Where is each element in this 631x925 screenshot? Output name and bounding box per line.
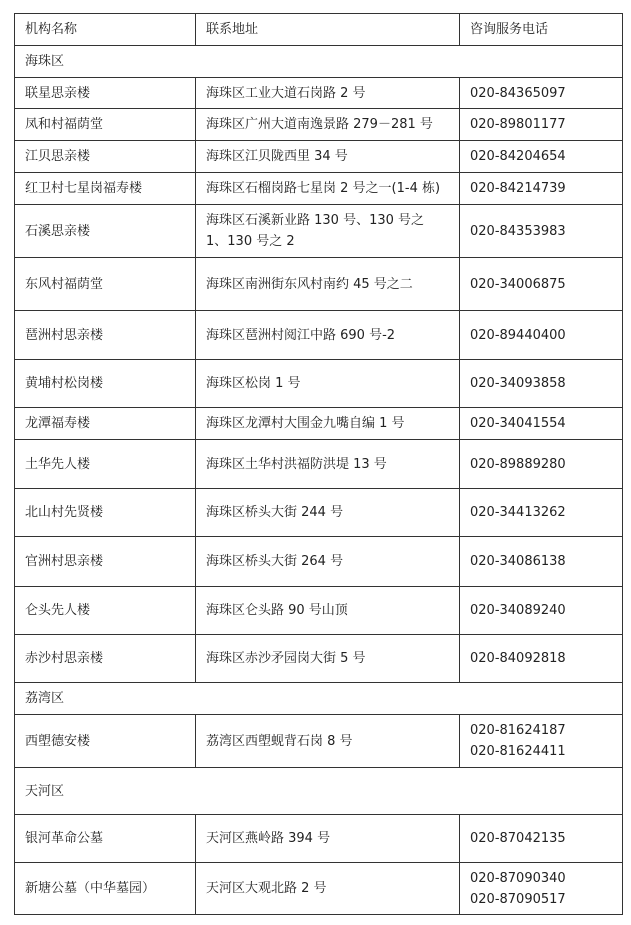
table-row <box>15 205 623 258</box>
phone-number: 020-84365097 <box>470 85 566 101</box>
table-row <box>15 258 623 311</box>
institution-name: 新塘公墓（中华墓园） <box>15 863 196 915</box>
table-row <box>15 489 623 537</box>
institution-name: 西塱德安楼 <box>15 715 196 768</box>
district-label: 天河区 <box>15 768 623 815</box>
table-row <box>15 537 623 587</box>
institution-name: 凤和村福荫堂 <box>15 109 196 141</box>
institution-address: 海珠区龙潭村大围金九嘴自编 1 号 <box>196 408 460 440</box>
district-label: 荔湾区 <box>15 683 623 715</box>
header-institution-name: 机构名称 <box>15 14 196 46</box>
institution-name: 土华先人楼 <box>15 440 196 489</box>
table-body <box>15 14 623 915</box>
institution-address: 天河区燕岭路 394 号 <box>196 815 460 863</box>
institution-phone <box>460 587 623 635</box>
institution-address: 海珠区赤沙矛园岗大街 5 号 <box>196 635 460 683</box>
district-row <box>15 683 623 715</box>
institution-phone <box>460 205 623 258</box>
phone-number: 020-81624411 <box>470 744 566 759</box>
header-address: 联系地址 <box>196 14 460 46</box>
institution-address: 海珠区土华村洪福防洪堤 13 号 <box>196 440 460 489</box>
institution-address: 海珠区仑头路 90 号山顶 <box>196 587 460 635</box>
phone-number: 020-81624187 <box>470 723 566 738</box>
phone-number: 020-87090517 <box>470 891 566 907</box>
funeral-institutions-table <box>14 13 623 915</box>
institution-phone <box>460 360 623 408</box>
institution-phone <box>460 715 623 768</box>
phone-number: 020-34086138 <box>470 554 566 569</box>
table-row <box>15 715 623 768</box>
table-row <box>15 408 623 440</box>
table-row <box>15 78 623 109</box>
institution-name: 龙潭福寿楼 <box>15 408 196 440</box>
table-row <box>15 173 623 205</box>
institution-address: 海珠区琶洲村阅江中路 690 号-2 <box>196 311 460 360</box>
institution-name: 琶洲村思亲楼 <box>15 311 196 360</box>
institution-phone <box>460 815 623 863</box>
institution-name: 北山村先贤楼 <box>15 489 196 537</box>
table-header-row <box>15 14 623 46</box>
institution-phone <box>460 78 623 109</box>
institution-name: 联星思亲楼 <box>15 78 196 109</box>
institution-phone <box>460 258 623 311</box>
institution-address: 海珠区松岗 1 号 <box>196 360 460 408</box>
institution-name: 红卫村七星岗福寿楼 <box>15 173 196 205</box>
institution-name: 石溪思亲楼 <box>15 205 196 258</box>
institution-address: 海珠区石榴岗路七星岗 2 号之一(1-4 栋) <box>196 173 460 205</box>
institution-address: 海珠区桥头大街 264 号 <box>196 537 460 587</box>
table-row <box>15 440 623 489</box>
institution-name: 赤沙村思亲楼 <box>15 635 196 683</box>
phone-number: 020-34006875 <box>470 276 566 292</box>
phone-number: 020-34413262 <box>470 505 566 520</box>
district-row <box>15 46 623 78</box>
phone-number: 020-87042135 <box>470 831 566 846</box>
institution-address: 荔湾区西塱蚬背石岗 8 号 <box>196 715 460 768</box>
table-row <box>15 109 623 141</box>
institution-address: 海珠区江贝陇西里 34 号 <box>196 141 460 173</box>
institution-phone <box>460 109 623 141</box>
institution-name: 银河革命公墓 <box>15 815 196 863</box>
phone-number: 020-84204654 <box>470 149 566 164</box>
phone-number: 020-89889280 <box>470 456 566 472</box>
institution-phone <box>460 440 623 489</box>
institution-phone <box>460 408 623 440</box>
institution-address: 海珠区工业大道石岗路 2 号 <box>196 78 460 109</box>
institution-phone <box>460 863 623 915</box>
header-phone: 咨询服务电话 <box>460 14 623 46</box>
institution-name: 黄埔村松岗楼 <box>15 360 196 408</box>
institution-address: 海珠区南洲街东风村南约 45 号之二 <box>196 258 460 311</box>
table-row <box>15 141 623 173</box>
institution-name: 仑头先人楼 <box>15 587 196 635</box>
table-row <box>15 863 623 915</box>
phone-number: 020-89440400 <box>470 327 566 343</box>
institution-name: 江贝思亲楼 <box>15 141 196 173</box>
phone-number: 020-87090340 <box>470 870 566 886</box>
phone-number: 020-34093858 <box>470 376 566 391</box>
institution-phone <box>460 635 623 683</box>
table-row <box>15 360 623 408</box>
phone-number: 020-34089240 <box>470 603 566 618</box>
table-row <box>15 815 623 863</box>
institution-phone <box>460 173 623 205</box>
phone-number: 020-84092818 <box>470 651 566 666</box>
district-row <box>15 768 623 815</box>
table-row <box>15 587 623 635</box>
phone-number: 020-34041554 <box>470 416 566 431</box>
institution-phone <box>460 489 623 537</box>
institution-address: 海珠区石溪新业路 130 号、130 号之 1、130 号之 2 <box>196 205 460 258</box>
phone-number: 020-84214739 <box>470 181 566 196</box>
institution-phone <box>460 537 623 587</box>
phone-number: 020-84353983 <box>470 223 566 239</box>
institution-address: 海珠区桥头大街 244 号 <box>196 489 460 537</box>
table-row <box>15 635 623 683</box>
table-row <box>15 311 623 360</box>
institution-phone <box>460 311 623 360</box>
institution-phone <box>460 141 623 173</box>
district-label: 海珠区 <box>15 46 623 78</box>
institution-name: 官洲村思亲楼 <box>15 537 196 587</box>
phone-number: 020-89801177 <box>470 117 566 132</box>
institution-name: 东风村福荫堂 <box>15 258 196 311</box>
institution-address: 海珠区广州大道南逸景路 279－281 号 <box>196 109 460 141</box>
institution-address: 天河区大观北路 2 号 <box>196 863 460 915</box>
